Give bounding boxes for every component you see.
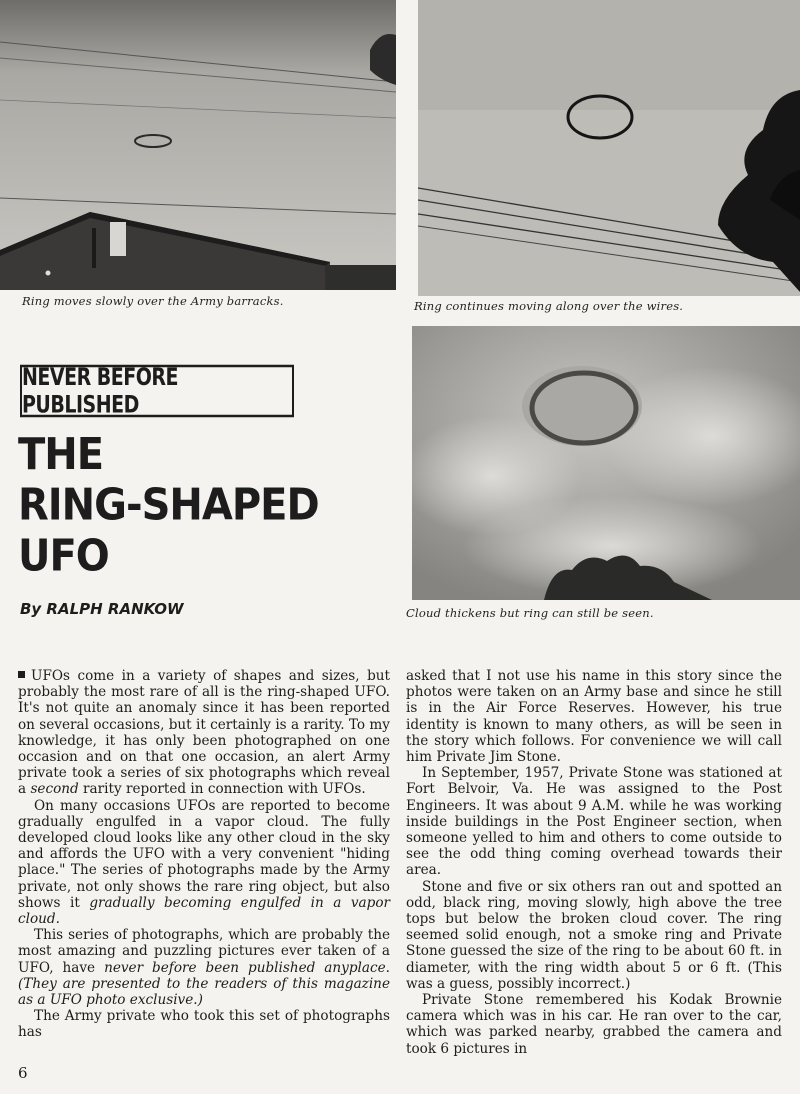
photo-ring-over-wires <box>418 0 800 296</box>
paragraph: On many occasions UFOs are reported to become gradually engulfed in a vapor cloud. The fully developed cloud looks like any other cloud in the sky and affords the UFO with a very convenient "hiding place." The series of photographs made by the Army private, not only shows the rare ring object, but also shows it gradually becoming engulfed in a vapor cloud. <box>18 797 391 928</box>
paragraph: Private Stone remembered his Kodak Brownie camera which was in his car. He ran over to the car, which was parked nearby, grabbed the camera and took 6 pictures in <box>406 992 782 1057</box>
page-number: 6 <box>18 1064 28 1082</box>
paragraph: Stone and five or six others ran out and spotted an odd, black ring, moving slowly, high above the tree tops but below the broken cloud cover. The ring seemed solid enough, not a smoke ring and Private Stone guessed the size of the ring to be about 60 ft. in diameter, with the ring width about 5 or 6 ft. (This was a guess, possibly incorrect.) <box>406 878 782 992</box>
bullet-square-icon <box>18 671 25 678</box>
title-line: UFO <box>18 531 109 582</box>
paragraph: asked that I not use his name in this story since the photos were taken on an Army base and since he still is in the Air Force Reserves. However, his true identity is known to many others, as will be seen in the story which follows. For convenience we will call him Private Jim Stone. <box>406 668 782 766</box>
paragraph: UFOs come in a variety of shapes and sizes, but probably the most rare of all is the ring-shaped UFO. It's not quite an anomaly since it has been reported on several occasions, but it certainly is a rarity. To my knowledge, it has only been photographed on one occasion and on that one occasion, an alert Army private took a series of six photographs which reveal a second rarity reported in connection with UFOs. <box>18 668 390 798</box>
photo-caption: Ring continues moving along over the wires. <box>414 299 684 313</box>
title-line: THE <box>18 430 104 480</box>
photo-caption: Ring moves slowly over the Army barracks. <box>22 294 284 308</box>
photo-army-barracks <box>0 0 396 290</box>
body-column-right <box>406 668 782 1057</box>
paragraph: The Army private who took this set of photographs has <box>18 1008 390 1041</box>
photo-ring-in-cloud <box>412 326 800 600</box>
photo-caption: Cloud thickens but ring can still be seen. <box>406 606 654 620</box>
byline: By RALPH RANKOW <box>20 600 184 618</box>
title-line: RING-SHAPED <box>18 480 319 531</box>
body-column-left <box>18 668 390 1041</box>
paragraph: In September, 1957, Private Stone was stationed at Fort Belvoir, Va. He was assigned to the Post Engineers. It was about 9 A.M. while he was working inside buildings in the Post Engineer section, when someone yelled to him and others to come outside to see the odd thing coming overhead towards their area. <box>406 765 782 879</box>
article-title <box>18 430 318 582</box>
paragraph: This series of photographs, which are probably the most amazing and puzzling pictures ever taken of a UFO, have never before been published anyplace. (They are presented to the readers of this magazine as a UFO photo exclusive.) <box>18 927 390 1009</box>
never-before-published-badge: NEVER BEFORE PUBLISHED <box>20 365 294 418</box>
